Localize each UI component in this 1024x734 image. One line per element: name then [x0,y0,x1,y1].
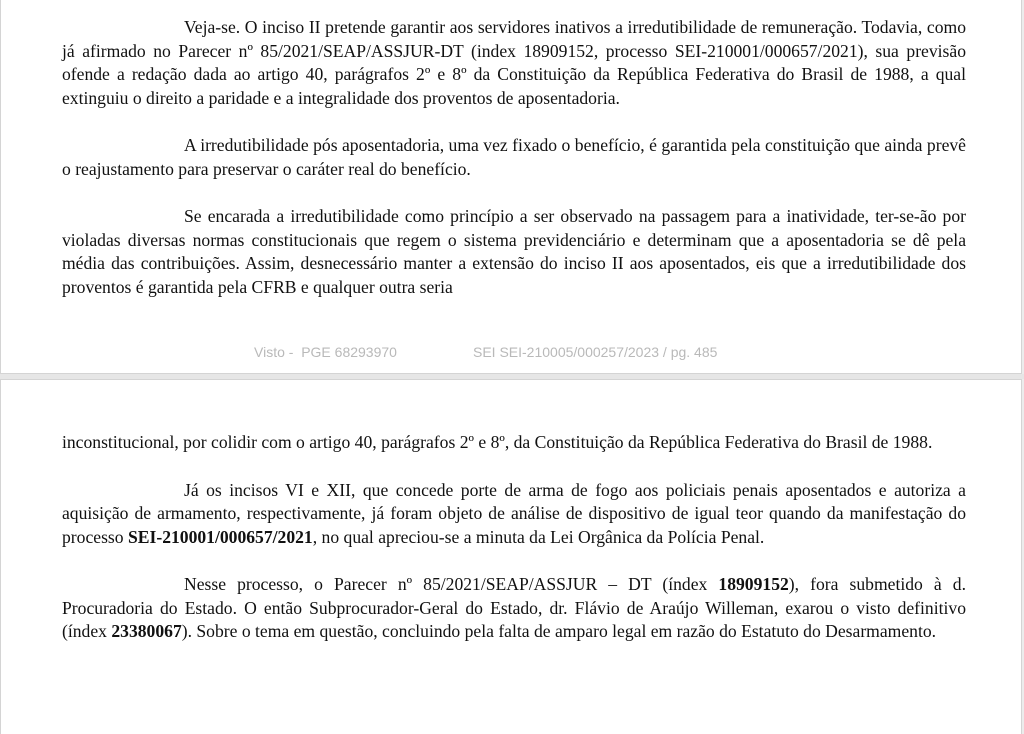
page-486 [0,379,1022,734]
text-run: ). Sobre o tema em questão, concluindo pela falta de amparo legal em razão do Estatuto do Desarmamento. [181,621,937,641]
process-number: SEI-210001/000657/2021 [127,526,313,547]
footer-visto: Visto - PGE 68293970 [254,344,397,360]
paragraph-parecer [62,573,966,644]
text-run: Já os incisos VI e XII, que concede porte de arma de fogo aos policiais penais aposentados e autoriza a aquisição de armamento, respectivamente, já foram objeto de análise de dispositivo de igual teor quando da manifestação do processo [62,479,966,547]
text-run: Nesse processo, o Parecer nº 85/2021/SEAP/ASSJUR – DT (índex [184,574,719,594]
footer-sei-reference: SEI SEI-210005/000257/2023 / pg. 485 [473,344,718,360]
index-number: 18909152 [718,574,789,594]
paragraph-incisos-vi-xii [62,479,966,550]
paragraph-irredutibilidade: A irredutibilidade pós aposentadoria, uma vez fixado o benefício, é garantida pela constituição que ainda prevê o reajustamento para preservar o caráter real do benefício. [62,135,966,179]
paragraph-continuation: inconstitucional, por colidir com o artigo 40, parágrafos 2º e 8º, da Constituição da República Federativa do Brasil de 1988. [62,432,933,452]
text-run: ), fora submetido à d. Procuradoria do Estado. O então Subprocurador-Geral do Estado, dr. Flávio de Araújo Willeman, exarou o visto definitivo (índex [62,574,966,641]
index-number: 23380067 [111,621,182,641]
paragraph-inciso-ii: Veja-se. O inciso II pretende garantir aos servidores inativos a irredutibilidade de remuneração. Todavia, como já afirmado no Parecer nº 85/2021/SEAP/ASSJUR-DT (index 18909152, processo SEI-210001/000657/2021), sua previsão ofende a redação dada ao artigo 40, parágrafos 2º e 8º da Constituição da República Federativa do Brasil de 1988, a qual extinguiu o direito a paridade e a integralidade dos proventos de aposentadoria. [62,17,966,108]
text-run: , no qual apreciou-se a minuta da Lei Orgânica da Polícia Penal. [312,526,765,547]
paragraph-principio: Se encarada a irredutibilidade como princípio a ser observado na passagem para a inatividade, ter-se-ão por violadas diversas normas constitucionais que regem o sistema previdenciário e determinam que a aposentadoria se dê pela média das contribuições. Assim, desnecessário manter a extensão do inciso II aos aposentados, eis que a irredutibilidade dos proventos é garantida pela CFRB e qualquer outra seria [62,206,966,297]
page-content [62,431,966,668]
page-content [62,16,966,299]
